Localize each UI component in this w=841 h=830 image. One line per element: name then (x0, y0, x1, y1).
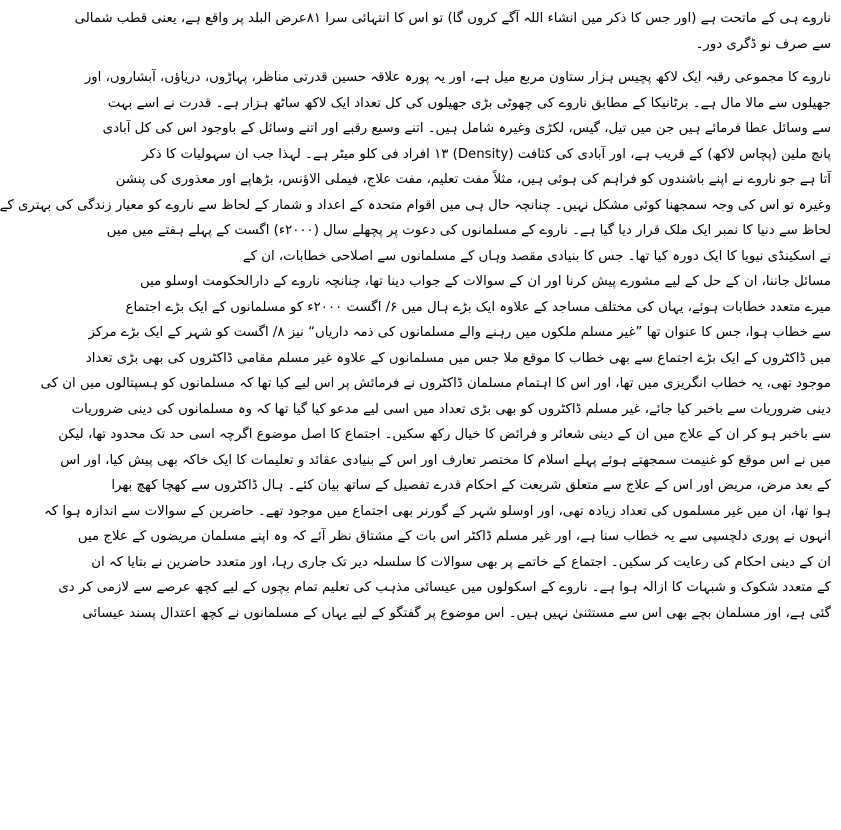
text-line: سے وسائل عطا فرمائے ہیں جن میں تیل، گیس، لکڑی وغیرہ شامل ہیں۔ اتنے وسیع رقبے اور اتنے وسائل کے باوجود اس کی کل آبادی (102, 121, 831, 136)
text-line: میرے متعدد خطابات ہوئے، یہاں کی مختلف مساجد کے علاوہ ایک بڑے ہال میں ۶/ اگست ۲۰۰۰ء کو مسلمانوں کے ایک بڑے اجتماع (125, 299, 831, 315)
text-line: دینی ضروریات سے باخبر کیا جائے، غیر مسلم ڈاکٹروں کو بھی بڑی تعداد میں اسی لیے مدعو کیا گیا تھا کہ وہ مسلمانوں کی دینی ضروریات (71, 401, 831, 417)
paragraph (74, 6, 831, 57)
text-line: انہوں نے پوری دلچسپی سے یہ خطاب سنا ہے، اور غیر مسلم ڈاکٹر اس بات کے مشتاق نظر آئے کہ وہ اپنے مسلمان مریضوں کے علاج میں (77, 529, 831, 544)
text-line: مسائل جاننا، ان کے حل کے لیے مشورے پیش کرنا اور ان کے سوالات کے جواب دینا تھا، چنانچہ ناروے کے دارالحکومت اوسلو میں (140, 274, 831, 289)
text-line: کے بعد مرض، مریض اور اس کے علاج سے متعلق شریعت کے احکام قدرے تفصیل کے ساتھ بیان کئے۔ ہال ڈاکٹروں سے کھچا کھچ بھرا (111, 478, 831, 493)
text-line: سے باخبر ہو کر ان کے علاج میں ان کے دینی شعائر و فرائض کا خیال رکھ سکیں۔ اجتماع کا اصل موضوع اگرچہ اسی حد تک محدود تھا، لیکن (58, 427, 831, 442)
text-line: آتا ہے جو ناروے نے اپنے باشندوں کو فراہم کی ہوئی ہیں، مثلاً مفت تعلیم، مفت علاج، فیملی الاؤنس، بڑھاپے اور معذوری کی پنشن (115, 172, 831, 187)
text-line: ان کے دینی احکام کی رعایت کر سکیں۔ اجتماع کے خاتمے پر بھی سوالات کا سلسلہ دیر تک جاری رہا، اور متعدد حاضرین نے بتایا کہ ان (91, 554, 831, 570)
text-line: سے خطاب ہوا، جس کا عنوان تھا ”غیر مسلم ملکوں میں رہنے والے مسلمانوں کی ذمہ داریاں“ نیز ۸/ اگست کو شہر کے ایک بڑے مرکز (88, 325, 831, 340)
paragraph (0, 65, 831, 626)
text-line: میں ڈاکٹروں کے ایک بڑے اجتماع سے بھی خطاب کا موقع ملا جس میں مسلمانوں کے علاوہ غیر مسلم مقامی ڈاکٹروں کی بھی بڑی تعداد (85, 350, 831, 366)
text-line: موجود تھی، یہ خطاب انگریزی میں تھا، اور اس کا اہتمام مسلمان ڈاکٹروں نے فرمائش پر اس لیے کیا تھا کہ مسلمانوں کو ہسپتالوں میں ان کی (40, 376, 831, 391)
text-line: کے متعدد شکوک و شبہات کا ازالہ ہوا ہے۔ ناروے کے اسکولوں میں عیسائی مذہب کی تعلیم تمام بچوں کے لیے کچھ عرصے سے لازمی کر دی (58, 580, 831, 595)
text-line: ہوا تھا، ان میں غیر مسلموں کی تعداد زیادہ تھی، اور اوسلو شہر کے گورنر بھی اجتماع میں موجود تھے۔ حاضرین کے سوالات سے اندازہ ہوا کہ (44, 503, 831, 519)
text-line: لحاظ سے دنیا کا نمبر ایک ملک قرار دیا گیا ہے۔ ناروے کے مسلمانوں کی دعوت پر پچھلے سال (۲۰۰۰ء) اگست کے پہلے ہفتے میں میں (106, 223, 831, 238)
text-line: ناروے ہی کے ماتحت ہے (اور جس کا ذکر میں انشاء اللہ آگے کروں گا) تو اس کا انتہائی سرا ۸۱عرض البلد پر واقع ہے، یعنی قطب شمالی (74, 11, 831, 26)
text-line: میں نے اس موقع کو غنیمت سمجھتے ہوئے پہلے اسلام کا مختصر تعارف اور اس کے بنیادی عقائد و تعلیمات کا ایک خاکہ بھی پیش کیا، اور اس (60, 452, 831, 468)
text-line: سے صرف نو ڈگری دور۔ (695, 36, 831, 52)
text-line: گئی ہے، اور مسلمان بچے بھی اس سے مستثنیٰ نہیں ہیں۔ اس موضوع پر گفتگو کے لیے یہاں کے مسلمانوں نے کچھ اعتدال پسند عیسائی (82, 605, 831, 621)
text-line: جھیلوں سے مالا مال ہے۔ برٹانیکا کے مطابق ناروے کی چھوٹی بڑی جھیلوں کی کل تعداد ایک لاکھ ساٹھ ہزار ہے۔ قدرت نے اسے بہت (107, 95, 831, 111)
text-line: وغیرہ تو اس کی وجہ سمجھنا کوئی مشکل نہیں۔ چنانچہ حال ہی میں اقوام متحدہ کے اعداد و شمار کے لحاظ سے ناروے کو معیار زندگی کی بہتری کے (0, 197, 831, 213)
text-line: پانچ ملین (پچاس لاکھ) کے قریب ہے، اور آبادی کی کثافت (Density) ۱۳ افراد فی کلو میٹر ہے۔ لہذا جب ان سہولیات کا ذکر (142, 146, 831, 162)
text-line: نے اسکینڈی نیویا کا ایک دورہ کیا تھا۔ جس کا بنیادی مقصد وہاں کے مسلمانوں سے اصلاحی خطابات، ان کے (242, 248, 831, 264)
text-line: ناروے کا مجموعی رقبہ ایک لاکھ پچیس ہزار ستاون مربع میل ہے، اور یہ پورہ علاقہ حسین قدرتی مناظر، پہاڑوں، دریاؤں، آبشاروں، اور (84, 70, 831, 85)
